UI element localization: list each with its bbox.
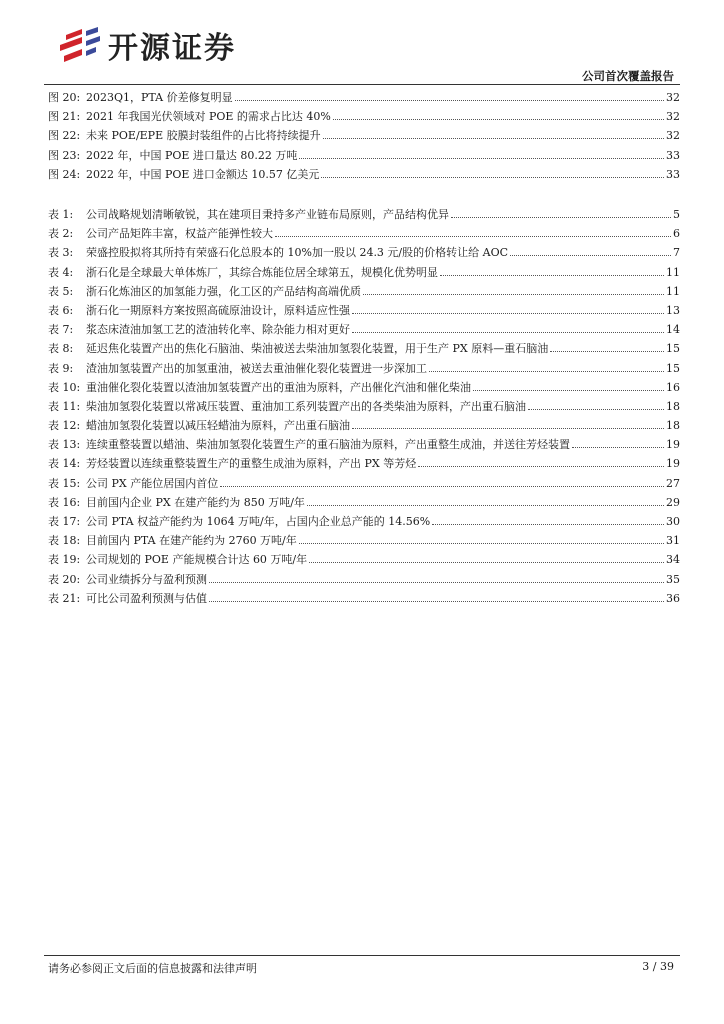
toc-entry-page: 36: [666, 591, 680, 605]
toc-leader: [440, 275, 664, 276]
toc-entry[interactable]: [48, 89, 680, 108]
kaiyuan-logo-icon: [56, 25, 102, 65]
toc-entry-page: 27: [666, 476, 680, 490]
toc-leader: [309, 562, 664, 563]
toc-entry[interactable]: [48, 166, 680, 185]
toc-entry-title: 公司产品矩阵丰富，权益产能弹性较大: [86, 227, 273, 241]
toc-entry-label: 表 16:: [48, 495, 81, 509]
toc-entry-title: 芳烃装置以连续重整装置生产的重整生成油为原料，产出 PX 等芳烃: [86, 457, 417, 471]
toc-leader: [323, 138, 664, 139]
toc-leader: [299, 543, 664, 544]
toc-entry[interactable]: [48, 206, 680, 225]
toc-entry-page: 5: [673, 208, 680, 221]
toc-entry-label: 表 8:: [48, 342, 74, 356]
toc-entry-label: 图 22:: [48, 129, 81, 143]
toc-entry[interactable]: [48, 436, 680, 455]
toc-entry[interactable]: [48, 360, 680, 379]
toc-leader: [299, 158, 664, 159]
toc-entry-page: 14: [666, 323, 680, 337]
toc-entry[interactable]: [48, 475, 680, 494]
toc-entry[interactable]: [48, 225, 680, 244]
toc-entry-title: 目前国内企业 PX 在建产能约为 850 万吨/年: [86, 495, 305, 509]
toc-entry-title: 浙石化炼油区的加氢能力强，化工区的产品结构高端优质: [86, 284, 361, 298]
brand-name: 开源证券: [108, 31, 236, 66]
toc-entry-title: 2021 年我国光伏领域对 POE 的需求占比达 40%: [86, 110, 331, 124]
toc-entry-page: 18: [666, 399, 680, 413]
toc-entry-title: 蜡油加氢裂化装置以减压轻蜡油为原料，产出重石脑油: [86, 419, 350, 433]
toc-entry-title: 2022 年，中国 POE 进口量达 80.22 万吨: [86, 148, 298, 162]
toc-entry-label: 表 11:: [48, 399, 81, 413]
toc-leader: [418, 466, 664, 467]
toc-entry-title: 可比公司盈利预测与估值: [86, 591, 207, 605]
toc-entry-label: 表 13:: [48, 438, 81, 452]
toc-entry-label: 图 20:: [48, 91, 81, 104]
toc-entry-label: 表 15:: [48, 476, 81, 490]
toc-entry-title: 柴油加氢裂化装置以常减压装置、重油加工系列装置产出的各类柴油为原料，产出重石脑油: [86, 399, 526, 413]
toc-entry-title: 浆态床渣油加氢工艺的渣油转化率、除杂能力相对更好: [86, 323, 350, 337]
toc-leader: [451, 217, 671, 218]
toc-leader: [321, 177, 664, 178]
toc-entry-label: 表 20:: [48, 572, 81, 586]
toc-entry-label: 表 12:: [48, 419, 81, 433]
figure-list: [48, 89, 680, 185]
toc-entry-label: 表 19:: [48, 553, 81, 567]
toc-entry-title: 延迟焦化装置产出的焦化石脑油、柴油被送去柴油加氢裂化装置，用于生产 PX 原料—重石脑油: [86, 342, 549, 356]
toc-leader: [473, 390, 664, 391]
toc-entry[interactable]: [48, 494, 680, 513]
toc-entry[interactable]: [48, 108, 680, 127]
footer-divider: [44, 955, 680, 956]
toc-entry-label: 表 18:: [48, 534, 81, 548]
toc-entry-title: 公司 PTA 权益产能约为 1064 万吨/年，占国内企业总产能的 14.56%: [86, 515, 431, 528]
toc-entry-label: 表 14:: [48, 457, 81, 471]
toc-entry[interactable]: [48, 398, 680, 417]
toc-entry-title: 浙石化是全球最大单体炼厂，其综合炼能位居全球第五，规模化优势明显: [86, 265, 438, 279]
toc-entry-title: 连续重整装置以蜡油、柴油加氢裂化装置生产的重石脑油为原料，产出重整生成油，并送往芳烃装置: [86, 438, 570, 452]
toc-entry-title: 2023Q1，PTA 价差修复明显: [86, 91, 233, 104]
toc-leader: [209, 582, 664, 583]
toc-entry-title: 公司规划的 POE 产能规模合计达 60 万吨/年: [86, 553, 308, 567]
toc-entry-page: 29: [666, 495, 680, 509]
toc-leader: [307, 505, 664, 506]
toc-entry-title: 公司战略规划清晰敏锐，其在建项目秉持多产业链布局原则，产品结构优异: [86, 208, 449, 221]
toc-entry-label: 表 17:: [48, 515, 81, 528]
toc-leader: [429, 371, 664, 372]
toc-leader: [235, 100, 664, 101]
toc-entry-page: 33: [666, 167, 680, 181]
toc-entry[interactable]: [48, 244, 680, 263]
toc-entry-page: 18: [666, 419, 680, 433]
toc-entry-page: 33: [666, 148, 680, 162]
toc-entry-label: 表 21:: [48, 591, 81, 605]
toc-entry-page: 16: [666, 380, 680, 394]
toc-entry-title: 未来 POE/EPE 胶膜封装组件的占比将持续提升: [86, 129, 321, 143]
toc-entry-label: 表 3:: [48, 246, 74, 260]
toc-entry[interactable]: [48, 513, 680, 532]
toc-leader: [432, 524, 664, 525]
toc-entry-label: 表 1:: [48, 208, 74, 221]
header-divider: [44, 84, 680, 85]
toc-entry-page: 15: [666, 361, 680, 375]
toc-leader: [550, 351, 664, 352]
toc-entry-title: 目前国内 PTA 在建产能约为 2760 万吨/年: [86, 534, 297, 548]
toc-entry-label: 表 6:: [48, 303, 74, 317]
footer-disclaimer: 请务必参阅正文后面的信息披露和法律声明: [48, 962, 257, 975]
toc-leader: [572, 447, 664, 448]
toc-leader: [352, 428, 664, 429]
toc-entry[interactable]: [48, 532, 680, 551]
toc-entry-title: 荣盛控股拟将其所持有荣盛石化总股本的 10%加一股以 24.3 元/股的价格转让给 AOC: [86, 246, 509, 260]
toc-leader: [220, 486, 664, 487]
toc-entry[interactable]: [48, 321, 680, 340]
toc-entry-page: 35: [666, 572, 680, 586]
toc-entry-label: 表 10:: [48, 380, 81, 394]
toc-entry[interactable]: [48, 551, 680, 570]
toc-entry[interactable]: [48, 302, 680, 321]
toc-entry[interactable]: [48, 147, 680, 166]
toc-entry[interactable]: [48, 417, 680, 436]
report-type-label: 公司首次覆盖报告: [582, 69, 674, 83]
toc-entry-label: 表 7:: [48, 323, 74, 337]
toc-entry-label: 表 9:: [48, 361, 74, 375]
toc-entry-title: 2022 年，中国 POE 进口金额达 10.57 亿美元: [86, 167, 320, 181]
toc-leader: [352, 332, 664, 333]
toc-entry-label: 图 23:: [48, 148, 81, 162]
table-list: [48, 206, 680, 609]
toc-entry-page: 30: [666, 515, 680, 528]
toc-entry-label: 表 5:: [48, 284, 74, 298]
toc-entry[interactable]: [48, 590, 680, 609]
toc-entry-title: 公司 PX 产能位居国内首位: [86, 476, 219, 490]
toc-entry[interactable]: [48, 283, 680, 302]
toc-entry[interactable]: [48, 455, 680, 474]
toc-entry-page: 13: [666, 303, 680, 317]
toc-entry-label: 表 4:: [48, 265, 74, 279]
toc-entry-page: 32: [666, 91, 680, 104]
toc-entry-page: 31: [666, 534, 680, 548]
toc-entry-title: 重油催化裂化装置以渣油加氢装置产出的重油为原料，产出催化汽油和催化柴油: [86, 380, 471, 394]
toc-entry-page: 19: [666, 438, 680, 452]
toc-entry-page: 7: [673, 246, 680, 260]
toc-entry-page: 32: [666, 129, 680, 143]
toc-entry-label: 图 21:: [48, 110, 81, 124]
toc-entry[interactable]: [48, 340, 680, 359]
toc-leader: [352, 313, 664, 314]
toc-leader: [275, 236, 671, 237]
toc-entry-title: 渣油加氢装置产出的加氢重油，被送去重油催化裂化装置进一步深加工: [86, 361, 427, 375]
toc-entry[interactable]: [48, 127, 680, 146]
toc-entry[interactable]: [48, 571, 680, 590]
toc-entry-title: 浙石化一期原料方案按照高硫原油设计，原料适应性强: [86, 303, 350, 317]
toc-entry-page: 32: [666, 110, 680, 124]
toc-leader: [363, 294, 664, 295]
toc-entry-page: 6: [673, 227, 680, 241]
toc-leader: [528, 409, 664, 410]
toc-leader: [333, 119, 664, 120]
toc-leader: [209, 601, 664, 602]
toc-entry-page: 19: [666, 457, 680, 471]
toc-entry-title: 公司业绩拆分与盈利预测: [86, 572, 207, 586]
toc-leader: [510, 255, 671, 256]
toc-entry[interactable]: [48, 379, 680, 398]
toc-entry-label: 图 24:: [48, 167, 81, 181]
toc-entry-page: 34: [666, 553, 680, 567]
toc-entry-label: 表 2:: [48, 227, 74, 241]
page-number: 3 / 39: [642, 960, 674, 973]
toc-entry-page: 11: [666, 265, 680, 279]
toc-entry-page: 15: [666, 342, 680, 356]
brand-logo: [56, 22, 236, 68]
toc-entry-page: 11: [666, 284, 680, 298]
toc-entry[interactable]: [48, 264, 680, 283]
